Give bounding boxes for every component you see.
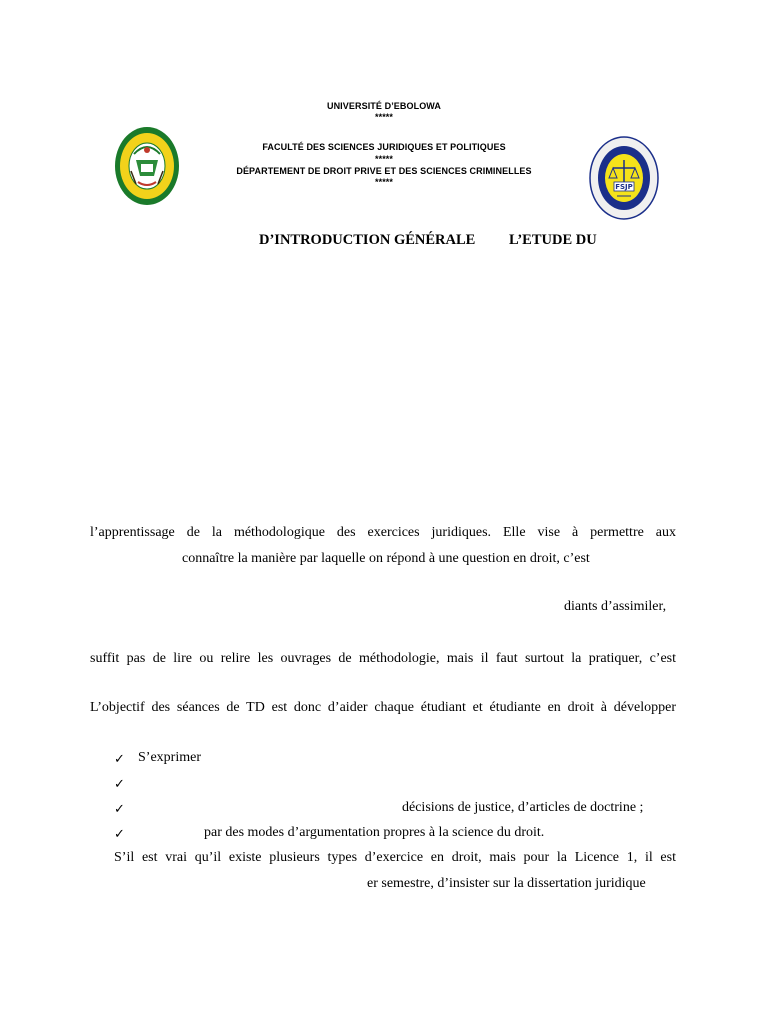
checkmark-icon: ✓	[114, 751, 125, 766]
header-separator: *****	[374, 112, 393, 122]
university-logo	[114, 126, 180, 206]
bullet-text: décisions de justice, d’articles de doctrine ;	[402, 800, 644, 815]
header-separator: *****	[374, 154, 393, 164]
university-name: UNIVERSITÉ D’EBOLOWA	[326, 101, 441, 111]
document-title-part1: D’INTRODUCTION GÉNÉRALE	[259, 232, 476, 248]
paragraph-line: S’il est vrai qu’il existe plusieurs types d’exercice en droit, mais pour la Licence 1, il est	[114, 850, 676, 865]
faculty-name: FACULTÉ DES SCIENCES JURIDIQUES ET POLITIQUES	[262, 142, 506, 152]
header-separator: *****	[374, 177, 393, 187]
paragraph-line: connaître la manière par laquelle on répond à une question en droit, c’est	[182, 551, 590, 566]
department-name: DÉPARTEMENT DE DROIT PRIVE ET DES SCIENCES CRIMINELLES	[236, 166, 532, 176]
paragraph-line: er semestre, d’insister sur la dissertation juridique	[367, 876, 646, 891]
checkmark-icon: ✓	[114, 826, 125, 841]
faculty-logo-mark: FSJP	[615, 183, 633, 191]
bullet-text: S’exprimer	[138, 750, 201, 765]
faculty-logo	[589, 136, 659, 220]
document-title-part2: L’ETUDE DU	[509, 232, 597, 248]
paragraph-line: L’objectif des séances de TD est donc d’aider chaque étudiant et étudiante en droit à développer	[90, 700, 676, 715]
checkmark-icon: ✓	[114, 801, 125, 816]
paragraph-line: diants d’assimiler,	[564, 599, 667, 614]
checkmark-icon: ✓	[114, 776, 125, 791]
paragraph-line: l’apprentissage de la méthodologique des exercices juridiques. Elle vise à permettre aux	[90, 525, 676, 540]
paragraph-line: suffit pas de lire ou relire les ouvrages de méthodologie, mais il faut surtout la pratiquer, c’est	[90, 651, 676, 666]
bullet-text: par des modes d’argumentation propres à la science du droit.	[204, 825, 545, 840]
